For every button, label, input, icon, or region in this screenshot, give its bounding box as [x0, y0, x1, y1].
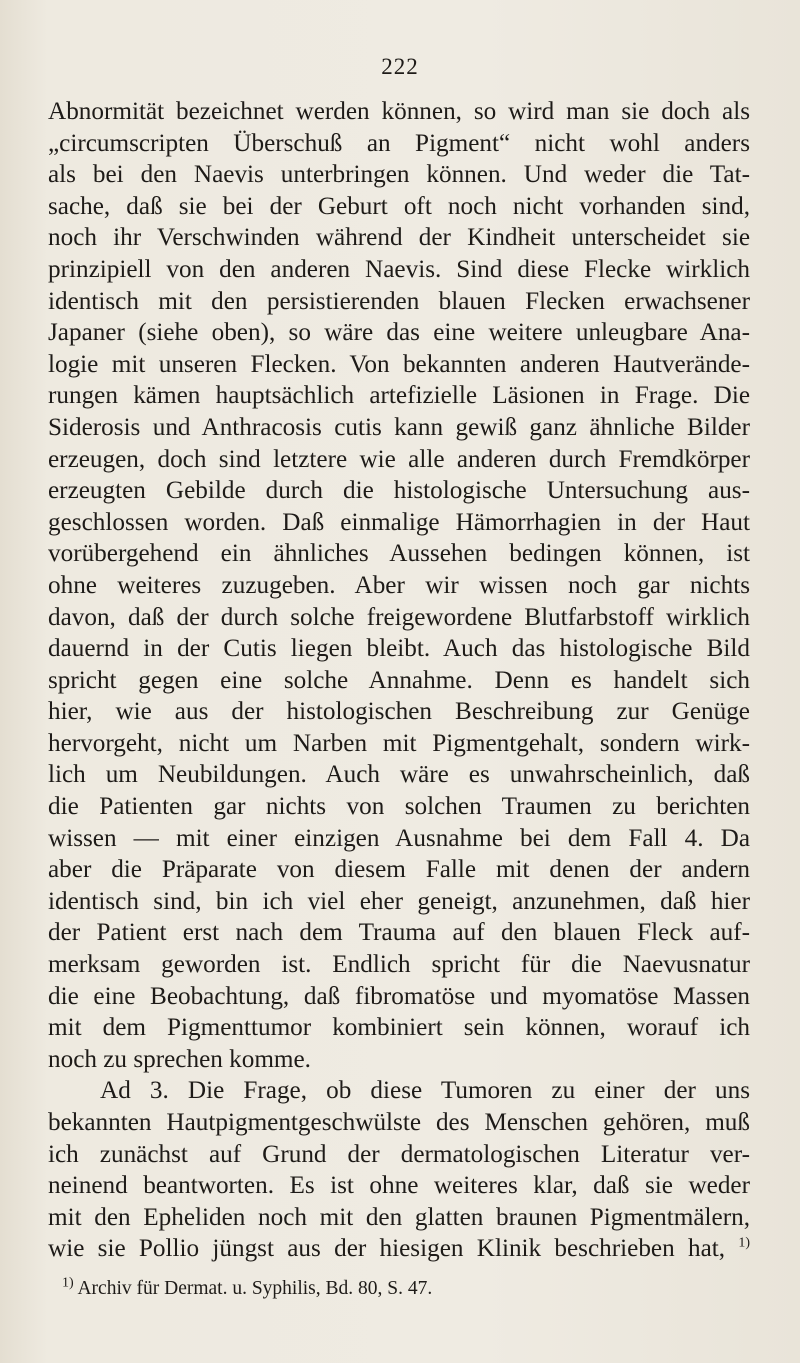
text-line: logie mit unseren Flecken. Von bekannten anderen Hautverände-	[48, 350, 750, 378]
text-line: spricht gegen eine solche Annahme. Denn es handelt sich	[48, 666, 750, 694]
paragraph	[48, 96, 750, 1075]
text-line: vorübergehend ein ähnliches Aussehen bedingen können, ist	[48, 540, 750, 568]
text-line: wie sie Pollio jüngst aus der hiesigen Klinik beschrieben hat, $^{1)}$	[48, 1235, 750, 1263]
text-line: lich um Neubildungen. Auch wäre es unwahrscheinlich, daß	[48, 761, 750, 789]
text-line: hier, wie aus der histologischen Beschreibung zur Genüge	[48, 698, 750, 726]
footnote	[62, 1277, 762, 1301]
text-line: bekannten Hautpigmentgeschwülste des Menschen gehören, muß	[48, 1109, 750, 1136]
text-line: davon, daß der durch solche freigewordene Blutfarbstoff wirklich	[48, 603, 750, 631]
text-line: die eine Beobachtung, daß fibromatöse und myomatöse Massen	[48, 982, 750, 1010]
text-line: Japaner (siehe oben), so wäre das eine weitere unleugbare Ana-	[48, 319, 750, 347]
page-number: 222	[381, 54, 419, 79]
text-line: Siderosis und Anthracosis cutis kann gewiß ganz ähnliche Bilder	[48, 413, 750, 441]
footnote-reference: 1)	[738, 1235, 750, 1251]
text-line: prinzipiell von den anderen Naevis. Sind diese Flecke wirklich	[48, 255, 750, 283]
text-line: identisch sind, bin ich viel eher geneigt, anzunehmen, daß hier	[48, 887, 750, 915]
text-line: aber die Präparate von diesem Falle mit denen der andern	[48, 856, 750, 884]
paragraph	[48, 1075, 750, 1265]
footnote-marker: 1)	[62, 1275, 74, 1291]
text-line: Abnormität bezeichnet werden können, so wird man sie doch als	[48, 98, 750, 125]
text-line: merksam geworden ist. Endlich spricht für die Naevusnatur	[48, 951, 750, 979]
text-line: als bei den Naevis unterbringen können. Und weder die Tat-	[48, 161, 750, 189]
text-line: identisch mit den persistierenden blauen Flecken erwachsener	[48, 287, 750, 315]
text-line: Ad 3. Die Frage, ob diese Tumoren zu einer der uns	[100, 1077, 750, 1105]
text-line: wissen — mit einer einzigen Ausnahme bei dem Fall 4. Da	[48, 824, 750, 852]
text-line: erzeugen, doch sind letztere wie alle anderen durch Fremdkörper	[48, 445, 750, 473]
body-text	[48, 96, 750, 1265]
text-line: die Patienten gar nichts von solchen Traumen zu berichten	[48, 793, 750, 821]
text-line: sache, daß sie bei der Geburt oft noch nicht vorhanden sind,	[48, 192, 750, 220]
text-line: mit dem Pigmenttumor kombiniert sein können, worauf ich	[48, 1014, 750, 1042]
text-line: mit den Epheliden noch mit den glatten braunen Pigmentmälern,	[48, 1203, 750, 1231]
text-line: neinend beantworten. Es ist ohne weiteres klar, daß sie weder	[48, 1172, 750, 1200]
text-line: geschlossen worden. Daß einmalige Hämorrhagien in der Haut	[48, 508, 750, 536]
paragraph-container	[48, 96, 750, 1265]
footnote-text: Archiv für Dermat. u. Syphilis, Bd. 80, S. 47.	[73, 1278, 433, 1299]
text-line: der Patient erst nach dem Trauma auf den blauen Fleck auf-	[48, 919, 750, 947]
text-line: rungen kämen hauptsächlich artefizielle Läsionen in Frage. Die	[48, 382, 750, 410]
text-line: dauernd in der Cutis liegen bleibt. Auch das histologische Bild	[48, 635, 750, 663]
text-line: noch zu sprechen komme.	[48, 1045, 311, 1073]
text-line: ich zunächst auf Grund der dermatologischen Literatur ver-	[48, 1140, 750, 1168]
text-line: ohne weiteres zuzugeben. Aber wir wissen noch gar nichts	[48, 571, 750, 599]
text-line: hervorgeht, nicht um Narben mit Pigmentgehalt, sondern wirk-	[48, 729, 750, 757]
text-line: „circumscripten Überschuß an Pigment“ nicht wohl anders	[48, 129, 750, 157]
text-line: erzeugten Gebilde durch die histologische Untersuchung aus-	[48, 477, 750, 505]
text-line: noch ihr Verschwinden während der Kindheit unterscheidet sie	[48, 224, 750, 252]
